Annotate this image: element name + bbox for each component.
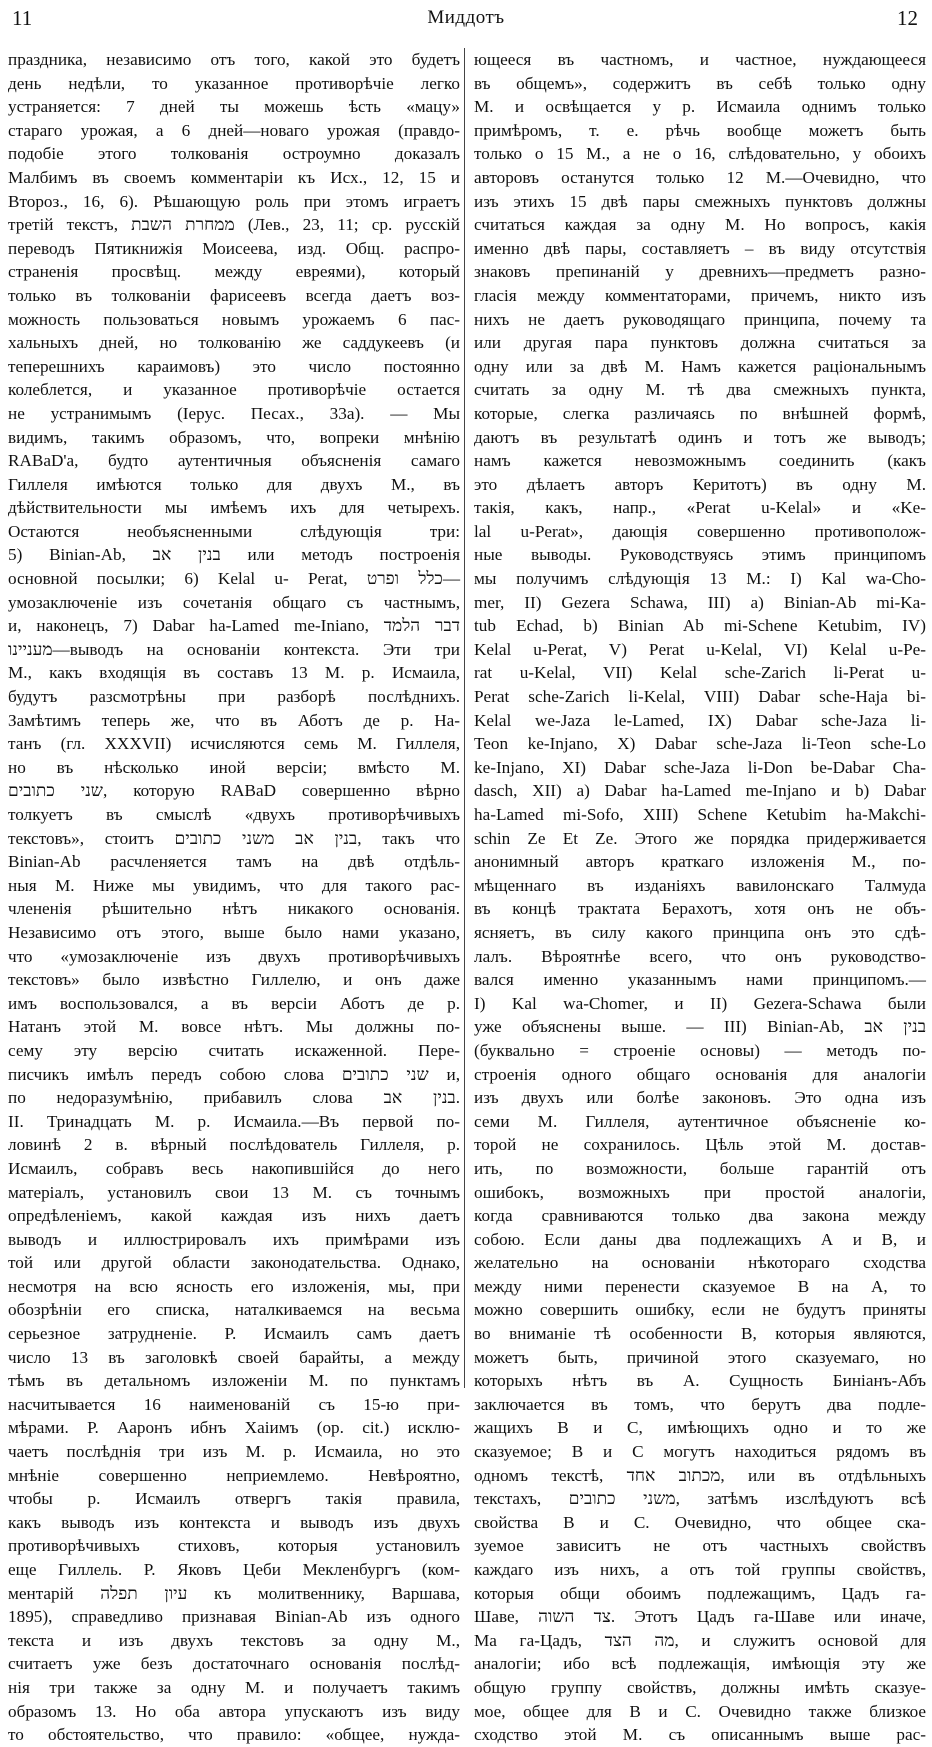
text-line: ловинѣ 2 в. вѣрный послѣдователь Гиллеля, р.	[8, 1135, 460, 1155]
text-line: еще Гиллель. Р. Яковъ Цеби Мекленбургъ (ком-	[8, 1560, 460, 1579]
text-line: текстовъ», стоитъ בנין אב משני כתובים, такъ что	[8, 828, 461, 848]
text-line: это дѣлаетъ авторъ Керитотъ) въ одну М.	[474, 474, 926, 494]
text-line: только въ толкованіи фарисеевъ всегда даетъ воз-	[8, 285, 460, 305]
text-line: не устранимымъ (Іерус. Песах., 33а). — Мы	[8, 403, 460, 423]
text-line: такія, какъ, напр., «Perat u-Kelal» и «Ke-	[474, 498, 926, 518]
text-line: строенія одного общаго основанія для аналогіи	[474, 1064, 926, 1084]
text-line: RABaD'a, будто аутентичныя объясненія самаго	[8, 451, 460, 471]
text-line: анонимный авторъ краткаго изложенія М., по-	[474, 852, 926, 872]
text-line: текста и изъ двухъ текстовъ за одну М.,	[8, 1630, 460, 1650]
text-line: II. Тринадцать М. р. Исмаила.—Въ первой по-	[8, 1111, 460, 1131]
text-line: матеріалъ, установилъ свои 13 М. съ точнымъ	[8, 1182, 460, 1202]
text-line: текстовъ» было извѣстно Гиллелю, и онъ даже	[8, 970, 460, 990]
text-line: которыхъ нѣтъ въ А. Сущность Биніанъ-Абъ	[474, 1371, 926, 1391]
text-line: текстахъ, משני כתובים, затѣмъ изслѣдуютъ всѣ	[474, 1489, 926, 1509]
text-line: Ма га-Цадъ, מה הצד, и служитъ основой для	[474, 1630, 926, 1650]
text-line: во вниманіе тѣ особенности B, которыя являются,	[474, 1324, 926, 1344]
text-line: умозаключеніе изъ сочетанія общаго съ частнымъ,	[8, 592, 460, 612]
text-line: общую группу свойствъ, должны имѣть сказуе-	[474, 1677, 926, 1697]
page-number-left: 11	[12, 6, 33, 30]
text-line: когда сравниваются только два закона между	[474, 1206, 926, 1226]
text-line: толкуетъ въ смыслѣ «двухъ противорѣчивыхъ	[8, 805, 460, 824]
text-line: жащихъ В и С, имѣющихъ одно и то же	[474, 1418, 926, 1438]
text-line: ные выводы. Руководствуясь этимъ принципомъ	[474, 545, 926, 565]
text-line: можно совершить ошибку, если не будутъ приняты	[474, 1300, 926, 1320]
text-line: знаковъ препинаній у древнихъ—предметъ разно-	[474, 262, 926, 282]
text-line: שני כתובים, которую RABaD совершенно вѣрно	[8, 781, 460, 801]
text-line: сему эту версію считать искаженной. Пере-	[8, 1040, 460, 1060]
text-line: чтобы р. Исмаилъ отвергъ такія правила,	[8, 1489, 460, 1509]
page-header	[0, 0, 932, 34]
text-line: Гиллеля имѣются только для двухъ М., въ	[8, 474, 460, 494]
text-line: М. и освѣщается у р. Исмаила однимъ только	[474, 97, 926, 117]
text-line: можность пользоваться новымъ урожаемъ 6 пас-	[8, 309, 460, 329]
text-line: Натанъ этой М. вовсе нѣтъ. Мы должны по-	[8, 1017, 460, 1037]
text-line: намъ кажется невозможнымъ соединить (какъ	[474, 451, 926, 471]
text-line: дѣйствительности мы имѣемъ ихъ для четырехъ.	[8, 498, 460, 518]
text-line: обозрѣніи его списка, наталкиваемся на весьма	[8, 1300, 460, 1320]
text-line: члененія рѣшительно нѣтъ никакого основанія.	[8, 899, 460, 919]
text-line: Kelal we-Jaza le-Lamed, IX) Dabar sche-Jaza li-	[474, 710, 926, 730]
text-line: Замѣтимъ теперь же, что въ Аботъ де р. На-	[8, 710, 460, 730]
text-line: основной посылки; 6) Kelal u- Perat, כלל ופרט—	[8, 569, 460, 589]
text-line: нія три также за одну М. и получаетъ такимъ	[8, 1677, 460, 1697]
text-line: имъ воспользовался, а въ версіи Аботъ де р.	[8, 993, 460, 1013]
text-line: ментарій עיון תפלה къ молитвеннику, Варшава,	[8, 1583, 460, 1603]
text-line: насчитывается 16 наименованій съ 15-ю при-	[8, 1394, 460, 1414]
text-line: серьезное затрудненіе. Р. Исмаилъ самъ даетъ	[8, 1324, 460, 1344]
text-line: теперешнихъ караимовъ) это число постоянно	[8, 356, 460, 376]
text-line: 1895), справедливо признавая Binian-Ab изъ одного	[8, 1607, 460, 1627]
text-line: выводъ и иллюстрировалъ ихъ примѣрами изъ	[8, 1229, 460, 1249]
text-line: мнѣніе совершенно неприемлемо. Невѣроятно,	[8, 1465, 460, 1485]
text-line: мѣрами. Р. Ааронъ ибнъ Хаіимъ (op. cit.) исклю-	[8, 1418, 460, 1438]
text-line: изъ двухъ или болѣе законовъ. Это одна изъ	[474, 1088, 926, 1108]
text-line: или другая пара пунктовъ должна считаться за	[474, 333, 926, 353]
text-line: ющееся въ частномъ, и частное, нуждающееся	[474, 50, 926, 69]
text-line: I) Kal wa-Chomer, и II) Gezera-Schawa были	[474, 993, 926, 1013]
text-line: хальныхъ дней, но толкованію же саддукеевъ (и	[8, 333, 460, 353]
page-number-right: 12	[897, 6, 918, 30]
text-line: Teon ke-Injano, X) Dabar sche-Jaza li-Teon sche-Lo	[474, 734, 926, 754]
text-line: той или другой области законодательства. Однако,	[8, 1253, 460, 1273]
text-line: даютъ въ результатѣ одинъ и тотъ же выводъ;	[474, 427, 926, 447]
text-line: но въ нѣсколько иной версіи; вмѣсто М.	[8, 757, 460, 777]
text-line: только о 15 М., а не о 16, слѣдовательно, у обоихъ	[474, 144, 926, 164]
text-line: день недѣли, то указанное противорѣчіе легко	[8, 73, 460, 93]
left-column	[8, 48, 461, 1745]
text-line: въ концѣ трактата Берахотъ, хотя онъ не объ-	[474, 899, 926, 919]
text-line: mer, II) Gezera Schawa, III) a) Binian-Ab mi-Ka-	[474, 592, 926, 612]
text-line: Независимо отъ этого, выше было нами указано,	[8, 922, 460, 942]
text-line: которыя общи обоимъ подлежащимъ, Цадъ га-	[474, 1583, 926, 1603]
text-line: уже объяснены выше. — III) Binian-Ab, בנין אב	[474, 1017, 927, 1037]
text-line: считать за одну М. тѣ два смежныхъ пункта,	[474, 380, 926, 400]
text-line: число 13 въ заголовкѣ своей барайты, а между	[8, 1347, 460, 1367]
text-line: торой не сохранилось. Цѣль этой М. достав-	[474, 1135, 926, 1155]
text-line: ошибокъ, возможныхъ при простой аналогіи,	[474, 1182, 926, 1202]
text-line: какъ выводъ изъ контекста и выводъ изъ двухъ	[8, 1512, 460, 1532]
text-line: ясняетъ, въ силу какого принципа онъ это сдѣ-	[474, 922, 926, 942]
text-line: писчикъ имѣлъ передъ собою слова שני כתובים и,	[8, 1064, 461, 1084]
text-line: 5) Binian-Ab, בנין אב или методъ построенія	[8, 545, 460, 565]
text-line: подобіе этого толкованія остроумно доказалъ	[8, 144, 460, 164]
text-line: тѣмъ въ детальномъ изложеніи М. по пунктамъ	[8, 1371, 460, 1391]
text-line: чаетъ послѣднія три изъ М. р. Исмаила, но это	[8, 1442, 460, 1462]
text-line: Остаются необъясненными слѣдующія три:	[8, 521, 460, 541]
column-divider	[464, 48, 465, 1388]
text-line: одну или за двѣ М. Намъ кажется раціональнымъ	[474, 356, 926, 376]
text-line: lal u-Perat», дающія совершенно противополож-	[474, 521, 926, 541]
text-line: dasch, XII) a) Dabar ha-Lamed me-Injano и b) Dabar	[474, 781, 926, 801]
text-line: считаетъ уже безъ достаточнаго основанія послѣд-	[8, 1654, 460, 1674]
text-line: образомъ 13. Но оба автора упускаютъ изъ виду	[8, 1701, 460, 1721]
text-line: schin Ze Et Ze. Этого же порядка придерживается	[474, 828, 926, 848]
running-title: Миддотъ	[427, 7, 505, 28]
text-line: желательно на основаніи нѣкотораго сходства	[474, 1253, 926, 1273]
text-line: между ними перенести сказуемое B на A, то	[474, 1276, 926, 1296]
text-line: ныя М. Ниже мы увидимъ, что для такого рас-	[8, 875, 460, 895]
text-line: Малбимъ въ своемъ комментаріи къ Исх., 12, 15 и	[8, 167, 460, 187]
text-line: вался именно указаннымъ нами принципомъ.—	[474, 970, 926, 990]
text-line: аналогіи; ибо всѣ подлежащія, имѣющія эту же	[474, 1654, 926, 1674]
text-line: устраняется: 7 дней ты можешь ѣсть «мацу»	[8, 97, 460, 117]
text-line: мое, общее для В и С. Очевидно также близкое	[474, 1701, 926, 1721]
text-line: семи М. Гиллеля, аутентичное объясненіе ко-	[474, 1111, 926, 1131]
text-line: ha-Lamed mi-Sofo, XIII) Schene Ketubim ha-Makchi-	[474, 805, 926, 824]
text-line: считаться каждая за одну М. Но вопросъ, какія	[474, 215, 926, 235]
text-line: tub Echad, b) Binian Ab mi-Schene Ketubim, IV)	[474, 616, 926, 636]
text-line: М., какъ входящія въ составъ 13 М. р. Исмаила,	[8, 663, 460, 683]
text-line: Kelal u-Perat, V) Perat u-Kelal, VI) Kelal u-Pe-	[474, 639, 926, 659]
text-line: будутъ разсмотрѣны при разборѣ послѣднихъ.	[8, 687, 460, 707]
text-line: rat u-Kelal, VII) Kelal sche-Zarich li-Perat u-	[474, 663, 926, 683]
text-line: стараго урожая, а 6 дней—новаго урожая (правдо-	[8, 120, 460, 140]
text-line: противорѣчивыхъ стиховъ, которыя установилъ	[8, 1536, 460, 1556]
text-line: ить, по возможности, больше гарантій отъ	[474, 1158, 926, 1178]
text-line: каждаго изъ нихъ, а отъ той группы свойствъ,	[474, 1560, 926, 1579]
text-line: праздника, независимо отъ того, какой это будетъ	[8, 50, 460, 69]
text-line: и, наконецъ, 7) Dabar ha-Lamed me-Iniano, דבר הלמד	[8, 616, 460, 636]
text-line: танъ (гл. XXXVII) исчисляются семь М. Гиллеля,	[8, 734, 460, 754]
text-line: третій текстъ, ממחרת השבת (Лев., 23, 11; ср. русскій	[8, 215, 460, 235]
text-line: нихъ не даетъ руководящаго принципа, почему та	[474, 309, 926, 329]
text-line: которые, слегка различаясь по внѣшней формѣ,	[474, 403, 926, 423]
text-line: (буквально = строеніе основы) — методъ по-	[474, 1040, 926, 1060]
text-line: мѣщеннаго въ изданіяхъ вавилонскаго Талмуда	[474, 875, 926, 895]
text-line: Perat sche-Zarich li-Kelal, VIII) Dabar sche-Haja bi-	[474, 687, 926, 707]
text-line: ke-Injano, XI) Dabar sche-Jaza li-Don be-Dabar Cha-	[474, 757, 926, 777]
text-line: по недоразумѣнію, прибавилъ слова בנין אב.	[8, 1088, 460, 1108]
text-line: Второз., 16, 6). Рѣшающую роль при этомъ играетъ	[8, 191, 460, 211]
text-line: видимъ, такимъ образомъ, что, вопреки мнѣнію	[8, 427, 460, 447]
text-line: страненія просвѣщ. между евреями), который	[8, 262, 460, 282]
text-line: заключается въ томъ, что берутъ два подле-	[474, 1394, 926, 1414]
text-line: можетъ быть, причиной этого сказуемаго, но	[474, 1347, 926, 1367]
text-line: мы получимъ слѣдующія 13 М.: I) Kal wa-Cho-	[474, 569, 926, 589]
text-line: изъ этихъ 15 двѣ пары смежныхъ пунктовъ должны	[474, 191, 926, 211]
text-line: одномъ текстѣ, מכתוב אחד, или въ отдѣльныхъ	[474, 1465, 926, 1485]
text-line: Шаве, צד השוה. Этотъ Цадъ га-Шаве или иначе,	[474, 1607, 926, 1627]
text-line: сказуемое; В и С могутъ находиться рядомъ въ	[474, 1442, 926, 1462]
text-line: именно двѣ пары, составляетъ – въ виду отсутствія	[474, 238, 926, 258]
text-line: колеблется, и указанное противорѣчіе остается	[8, 380, 460, 400]
text-line: гласія между комментаторами, причемъ, никто изъ	[474, 285, 926, 305]
text-line: опредѣленіемъ, какой каждая изъ нихъ даетъ	[8, 1206, 460, 1226]
text-line: переводъ Пятикнижія Моисеева, изд. Общ. распро-	[8, 238, 460, 258]
text-line: Исмаилъ, собравъ весь накопившійся до него	[8, 1158, 460, 1178]
text-line: примѣромъ, т. е. рѣчь вообще можетъ быть	[474, 120, 926, 140]
text-line: Binian-Ab расчленяется тамъ на двѣ отдѣль-	[8, 852, 460, 872]
text-line: въ общемъ», содержитъ въ себѣ только одну	[474, 73, 926, 93]
text-line: авторовъ останутся только 12 М.—Очевидно, что	[474, 167, 926, 187]
text-line: зуемое зависитъ не отъ частныхъ свойствъ	[474, 1536, 926, 1556]
text-line: свойства В и С. Очевидно, что общее ска-	[474, 1512, 926, 1532]
text-line: сходство этой М. съ описаннымъ выше рас-	[474, 1725, 926, 1745]
right-column	[474, 48, 927, 1745]
text-line: то обстоятельство, что правило: «общее, нужда-	[8, 1725, 460, 1745]
text-line: что «умозаключеніе изъ двухъ противорѣчивыхъ	[8, 946, 460, 966]
text-line: несмотря на всю ясность его изложенія, мы, при	[8, 1276, 460, 1296]
text-line: собою. Если даны два подлежащихъ А и В, и	[474, 1229, 926, 1249]
text-line: מעניינו—выводъ на основаніи контекста. Эти три	[8, 639, 460, 659]
text-line: лалъ. Вѣроятнѣе всего, что онъ руководство-	[474, 946, 926, 966]
